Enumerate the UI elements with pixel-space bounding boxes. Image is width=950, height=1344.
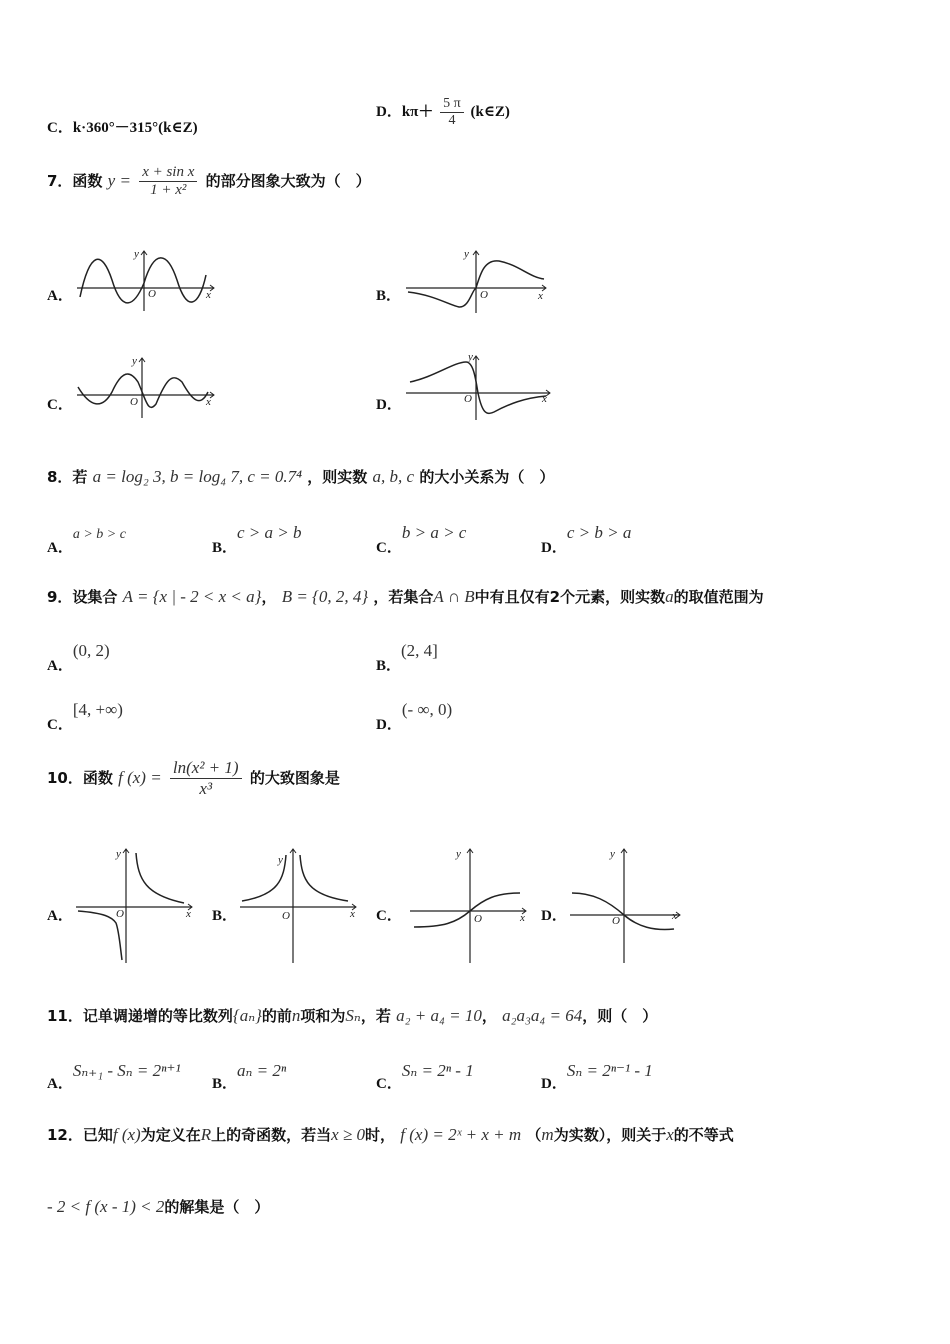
q9-option-c: C．[4, +∞) [47,700,123,733]
svg-text:O: O [612,915,620,927]
q10-stem: 10．函数 f (x) = $\frac{\text{ln(x² + 1)}}{\text{x³}}$ 的大致图象是 [47,758,340,798]
q7-stem: 7．函数 y = $\frac{\text{x + sin x}}{\text{1 + x²}}$ 的部分图象大致为（ ） [47,164,371,198]
q12-stem-continued: - 2 < f (x - 1) < 2的解集是（ ） [47,1197,270,1216]
svg-text:x: x [542,393,547,405]
q8-stem: 8．若 a = log₂ 3, b = log₄ 7, c = 0.7⁴ ，则实数 a, b, c 的大小关系为（ ） [47,467,555,486]
svg-text:x: x [350,908,355,920]
q8-option-a: A．a > b > c [47,527,126,556]
q7-graph-b [404,245,554,315]
q10-option-b-label: B． [212,908,238,924]
svg-text:y: y [134,248,139,260]
svg-text:O: O [282,910,290,922]
svg-text:y: y [464,248,469,260]
q8-option-c: C．b > a > c [376,523,467,556]
q9-stem: 9．设集合 A = {x | - 2 < x < a}， B = {0, 2, 4} ，若集合A ∩ B中有且仅有2个元素，则实数a的取值范围为 [47,587,764,606]
q10-graph-a [74,845,199,965]
q7-option-d-label: D． [376,397,402,413]
q11-option-d: D．Sₙ = 2ⁿ⁻¹ - 1 [541,1061,653,1092]
svg-text:y: y [116,848,121,860]
q9-option-a: A．(0, 2) [47,641,110,674]
svg-text:y: y [610,848,615,860]
q6-option-d: D．kπ＋ $\frac{5 \pi}{4}$ (k∈Z) [376,96,510,128]
q11-stem: 11．记单调递增的等比数列{aₙ}的前n项和为Sₙ，若 a₂ + a₄ = 10， a₂a₃a₄ = 64，则（ ） [47,1006,658,1025]
q10-graph-c [408,845,533,965]
svg-text:y: y [132,355,137,367]
q9-option-b: B．(2, 4] [376,641,438,674]
q10-option-c-label: C． [376,908,402,924]
q10-option-d-label: D． [541,908,567,924]
svg-text:O: O [480,289,488,301]
q10-graph-d [568,845,693,965]
svg-text:y: y [468,351,473,363]
q10-graph-b [238,845,363,965]
q7-graph-a [72,245,222,315]
svg-text:x: x [538,290,543,302]
q7-option-c-label: C． [47,397,73,413]
svg-text:x: x [672,910,677,922]
q8-option-d: D．c > b > a [541,523,632,556]
svg-text:O: O [130,396,138,408]
q11-option-c: C．Sₙ = 2ⁿ - 1 [376,1061,474,1092]
q8-option-b: B．c > a > b [212,523,302,556]
svg-text:x: x [206,289,211,301]
q12-stem: 12．已知f (x)为定义在R上的奇函数，若当x ≥ 0时， f (x) = 2ˣ + x + m （m为实数），则关于x的不等式 [47,1125,734,1144]
q7-graph-c [72,352,222,422]
svg-text:O: O [148,288,156,300]
svg-text:y: y [278,854,283,866]
q10-option-a-label: A． [47,908,73,924]
svg-text:x: x [186,908,191,920]
svg-text:x: x [206,396,211,408]
q9-option-d: D．(- ∞, 0) [376,700,453,733]
svg-text:O: O [116,908,124,920]
q11-option-a: A．Sₙ₊₁ - Sₙ = 2ⁿ⁺¹ [47,1061,181,1092]
svg-text:y: y [456,848,461,860]
q7-option-a-label: A． [47,288,73,304]
q7-graph-d [404,352,554,422]
svg-text:x: x [520,912,525,924]
svg-text:O: O [474,913,482,925]
svg-text:O: O [464,393,472,405]
q7-option-b-label: B． [376,288,402,304]
q6-option-c: C．k·360°－315°(k∈Z) [47,120,198,136]
q11-option-b: B．aₙ = 2ⁿ [212,1061,287,1092]
